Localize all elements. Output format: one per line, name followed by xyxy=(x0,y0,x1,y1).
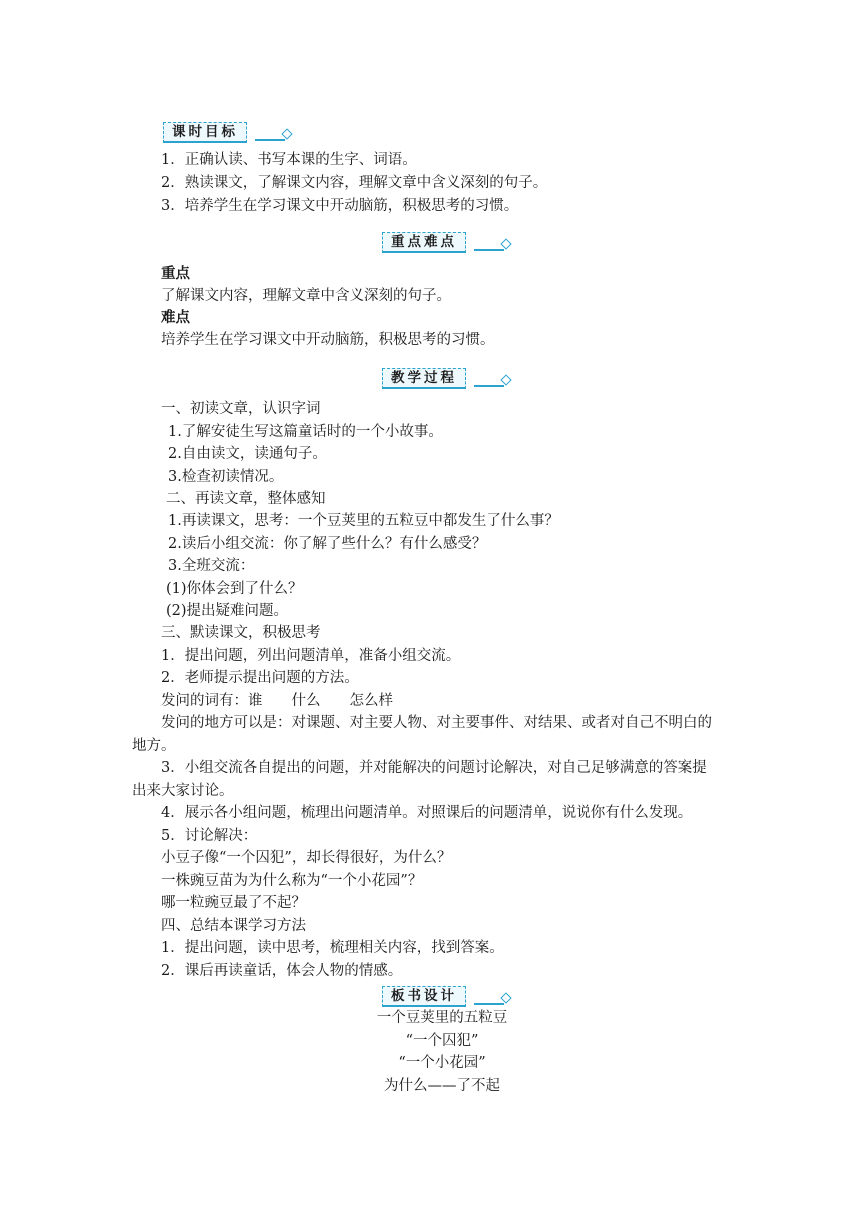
diamond-icon xyxy=(500,992,511,1003)
diamond-icon xyxy=(500,238,511,249)
process-line: 一、初读文章，认识字词 xyxy=(161,401,321,417)
section-heading-objectives xyxy=(163,120,293,146)
section-title: 课时目标 xyxy=(163,122,247,143)
objective-item: 2．熟读课文，了解课文内容，理解文章中含义深刻的句子。 xyxy=(161,175,548,191)
board-line: “一个小花园” xyxy=(398,1055,486,1071)
process-line: 2．课后再读童话，体会人物的情感。 xyxy=(161,963,403,979)
process-line: 4．展示各小组问题，梳理出问题清单。对照课后的问题清单，说说你有什么发现。 xyxy=(161,805,693,821)
process-line: 小豆子像“一个囚犯”，却长得很好，为什么？ xyxy=(161,850,452,866)
board-line: 为什么——了不起 xyxy=(384,1078,500,1094)
process-line: 1．提出问题，读中思考，梳理相关内容，找到答案。 xyxy=(161,940,504,956)
section-heading-keypoints xyxy=(382,230,512,256)
process-line: 发问的词有：谁 什么 怎么样 xyxy=(161,693,393,709)
section-title: 板书设计 xyxy=(382,986,466,1007)
diamond-icon xyxy=(281,128,292,139)
process-line: 3.检查初读情况。 xyxy=(168,469,284,485)
process-line: 一株豌豆苗为为什么称为“一个小花园”？ xyxy=(161,873,423,889)
process-line: 地方。 xyxy=(132,738,176,754)
process-line: 2.自由读文，读通句子。 xyxy=(168,446,327,462)
section-title: 重点难点 xyxy=(382,232,466,253)
process-line: 2.读后小组交流：你了解了些什么？有什么感受？ xyxy=(168,536,487,552)
section-title: 教学过程 xyxy=(382,368,466,389)
process-line: 1．提出问题，列出问题清单，准备小组交流。 xyxy=(161,648,461,664)
section-heading-process xyxy=(382,366,512,392)
process-line: 二、再读文章，整体感知 xyxy=(166,491,326,507)
process-line: (1)你体会到了什么？ xyxy=(166,581,303,597)
section-heading-board xyxy=(382,984,512,1010)
process-line: 哪一粒豌豆最了不起？ xyxy=(161,895,306,911)
objective-item: 1．正确认读、书写本课的生字、词语。 xyxy=(161,152,417,168)
objective-item: 3．培养学生在学习课文中开动脑筋，积极思考的习惯。 xyxy=(161,198,519,214)
process-line: 1.了解安徒生写这篇童话时的一个小故事。 xyxy=(168,424,443,440)
process-line: (2)提出疑难问题。 xyxy=(166,603,289,619)
process-line: 四、总结本课学习方法 xyxy=(161,918,306,934)
process-line: 出来大家讨论。 xyxy=(132,783,234,799)
difficult-text: 培养学生在学习课文中开动脑筋，积极思考的习惯。 xyxy=(161,332,495,348)
process-line: 2．老师提示提出问题的方法。 xyxy=(161,670,359,686)
process-line: 发问的地方可以是：对课题、对主要人物、对主要事件、对结果、或者对自己不明白的 xyxy=(161,715,712,731)
board-line: “一个囚犯” xyxy=(405,1033,479,1049)
process-line: 5．讨论解决： xyxy=(161,828,258,844)
process-line: 3.全班交流： xyxy=(168,558,255,574)
process-line: 三、默读课文，积极思考 xyxy=(161,625,321,641)
difficult-label: 难点 xyxy=(161,309,190,326)
board-line: 一个豆荚里的五粒豆 xyxy=(376,1010,508,1026)
key-text: 了解课文内容，理解文章中含义深刻的句子。 xyxy=(161,288,451,304)
key-label: 重点 xyxy=(161,265,190,282)
process-line: 3．小组交流各自提出的问题，并对能解决的问题讨论解决，对自己足够满意的答案提 xyxy=(161,760,707,776)
diamond-icon xyxy=(500,374,511,385)
process-line: 1.再读课文，思考：一个豆荚里的五粒豆中都发生了什么事？ xyxy=(168,513,559,529)
